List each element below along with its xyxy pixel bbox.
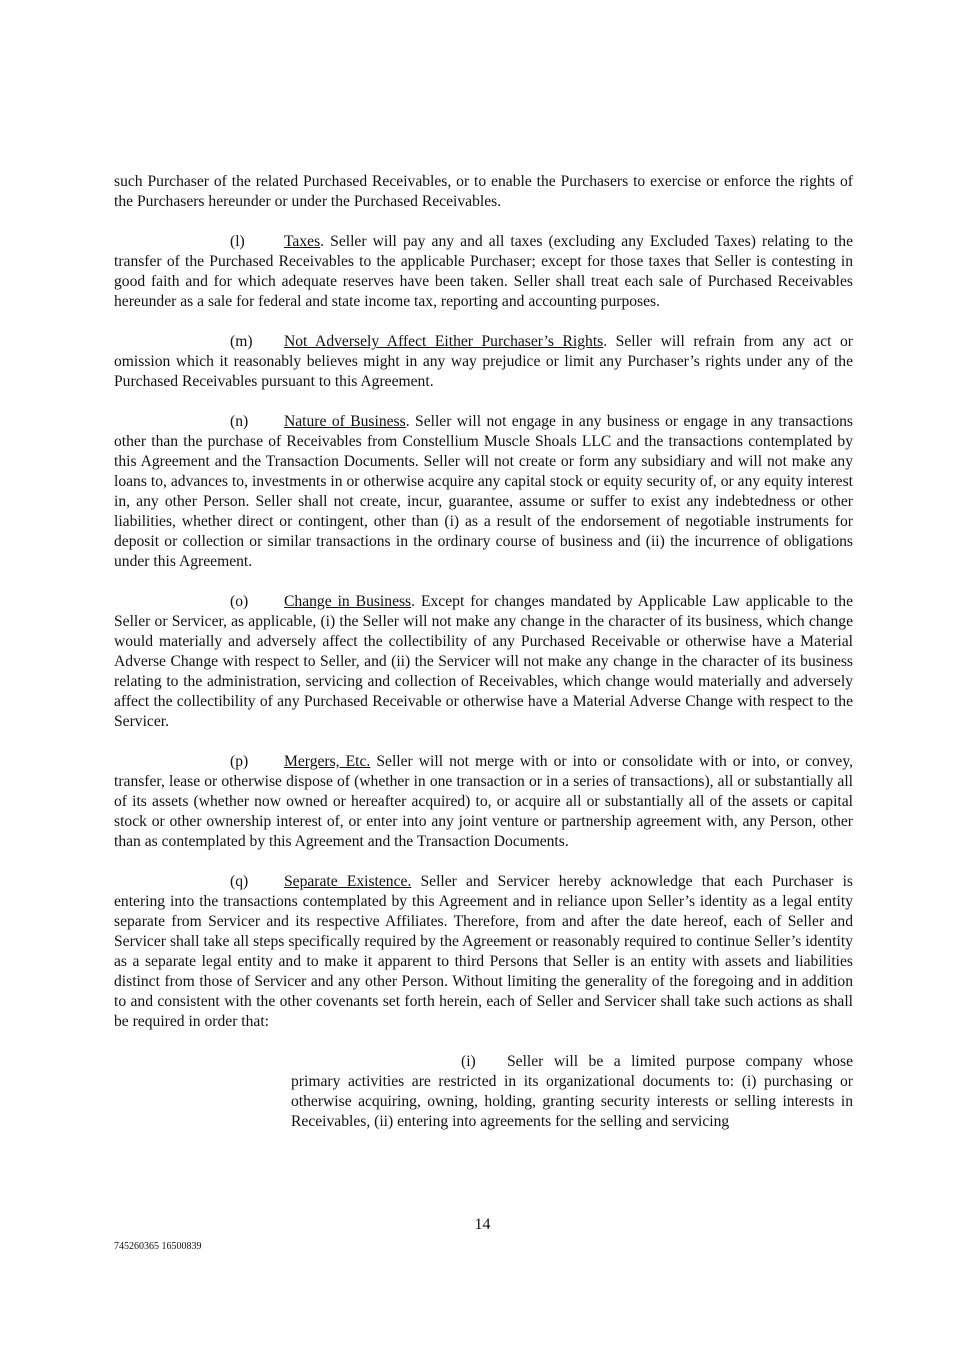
section-number: (l): [230, 233, 245, 250]
section-p: [114, 752, 853, 852]
section-number: (p): [230, 753, 249, 770]
continuation-paragraph: such Purchaser of the related Purchased Receivables, or to enable the Purchasers to exercise or enforce the rights of the Purchasers hereunder or under the Purchased Receivables.: [114, 173, 853, 210]
section-number: (m): [230, 333, 253, 350]
section-m: (m) Not Adversely Affect Either Purchaser’s Rights. Seller will refrain from any act or omission which it reasonably believes might in any way prejudice or limit any Purchaser’s rights under any of the Purchased Receivables pursuant to this Agreement.: [114, 333, 853, 390]
section-text: Seller will not engage in any business or engage in any transactions other than the purchase of Receivables from Constellium Muscle Shoals LLC and the transactions contemplated by this Agreement and the Transaction Documents. Seller will not create or form any subsidiary and will not make any loans to, advances to, investments in or otherwise acquire any capital stock or equity security of, or any equity interest in, any other Person. Seller shall not create, incur, guarantee, assume or suffer to exist any indebtedness or other liabilities, whether direct or contingent, other than (i) as a result of the endorsement of negotiable instruments for deposit or collection or similar transactions in the ordinary course of business and (ii) the incurrence of obligations under this Agreement.: [114, 413, 854, 570]
subsection-number: (i): [461, 1053, 476, 1070]
section-number: (o): [230, 593, 249, 610]
section-n: (n) Nature of Business. Seller will not engage in any business or engage in any transactions other than the purchase of Receivables from Constellium Muscle Shoals LLC and the transactions contemplated by this Agreement and the Transaction Documents. Seller will not create or form any subsidiary and will not make any loans to, advances to, investments in or otherwise acquire any capital stock or equity security of, or any equity interest in, any other Person. Seller shall not create, incur, guarantee, assume or suffer to exist any indebtedness or other liabilities, whether direct or contingent, other than (i) as a result of the endorsement of negotiable instruments for deposit or collection or similar transactions in the ordinary course of business and (ii) the incurrence of obligations under this Agreement.: [114, 413, 854, 570]
subsection-text: Seller will be a limited purpose company whose primary activities are restricted in its organizational documents to: (i) purchasing or otherwise acquiring, owning, holding, granting security interests or selling interests in Receivables, (ii) entering into agreements for the selling and servicing: [291, 1053, 853, 1130]
document-id: 745260365 16500839: [114, 1241, 202, 1252]
section-heading: Change in Business: [284, 593, 412, 610]
section-text: Seller will not merge with or into or consolidate with or into, or convey, transfer, lease or otherwise dispose of (whether in one transaction or in a series of transactions), all or substantially all of its assets (whether now owned or hereafter acquired) to, or acquire all or substantially all of the assets or capital stock or other ownership interest of, or enter into any joint venture or partnership agreement with, any Person, other than as contemplated by this Agreement and the Transaction Documents.: [114, 753, 853, 850]
section-text: Seller will pay any and all taxes (excluding any Excluded Taxes) relating to the transfer of the Purchased Receivables to the applicable Purchaser; except for those taxes that Seller is contesting in good faith and for which adequate reserves have been taken. Seller shall treat each sale of Purchased Receivables hereunder as a sale for federal and state income tax, reporting and accounting purposes.: [114, 233, 853, 310]
section-l: (l) Taxes. Seller will pay any and all taxes (excluding any Excluded Taxes) relating to the transfer of the Purchased Receivables to the applicable Purchaser; except for those taxes that Seller is contesting in good faith and for which adequate reserves have been taken. Seller shall treat each sale of Purchased Receivables hereunder as a sale for federal and state income tax, reporting and accounting purposes.: [114, 233, 853, 310]
section-heading: Separate Existence.: [284, 873, 412, 890]
section-text: Seller will refrain from any act or omission which it reasonably believes might in any way prejudice or limit any Purchaser’s rights under any of the Purchased Receivables pursuant to this Agreement.: [114, 333, 853, 390]
document-body: [114, 172, 853, 1132]
section-number: (n): [230, 413, 249, 430]
section-heading: Nature of Business: [284, 413, 406, 430]
page-number: 14: [474, 1216, 491, 1233]
section-number: (q): [230, 873, 249, 890]
section-q: [114, 872, 853, 1032]
subsection-i: [291, 1052, 853, 1132]
section-o: (o) Change in Business. Except for changes mandated by Applicable Law applicable to the Seller or Servicer, as applicable, (i) the Seller will not make any change in the character of its business, which change would materially and adversely affect the collectibility of any Purchased Receivable or otherwise have a Material Adverse Change with respect to Seller, and (ii) the Servicer will not make any change in the character of its business relating to the administration, servicing and collection of Receivables, which change would materially and adversely affect the collectibility of any Purchased Receivable or otherwise have a Material Adverse Change with respect to the Servicer.: [114, 593, 853, 730]
section-heading: Not Adversely Affect Either Purchaser’s Rights: [284, 333, 604, 350]
section-heading: Taxes: [284, 233, 321, 250]
section-text: Seller and Servicer hereby acknowledge that each Purchaser is entering into the transactions contemplated by this Agreement and in reliance upon Seller’s identity as a legal entity separate from Servicer and its respective Affiliates. Therefore, from and after the date hereof, each of Seller and Servicer shall take all steps specifically required by the Agreement or reasonably required to continue Seller’s identity as a separate legal entity and to make it apparent to third Persons that Seller is an entity with assets and liabilities distinct from those of Servicer and any other Person. Without limiting the generality of the foregoing and in addition to and consistent with the other covenants set forth herein, each of Seller and Servicer shall take such actions as shall be required in order that:: [114, 873, 853, 1030]
section-heading: Mergers, Etc.: [284, 753, 371, 770]
section-text: Except for changes mandated by Applicable Law applicable to the Seller or Servicer, as applicable, (i) the Seller will not make any change in the character of its business, which change would materially and adversely affect the collectibility of any Purchased Receivable or otherwise have a Material Adverse Change with respect to Seller, and (ii) the Servicer will not make any change in the character of its business relating to the administration, servicing and collection of Receivables, which change would materially and adversely affect the collectibility of any Purchased Receivable or otherwise have a Material Adverse Change with respect to the Servicer.: [114, 593, 853, 730]
